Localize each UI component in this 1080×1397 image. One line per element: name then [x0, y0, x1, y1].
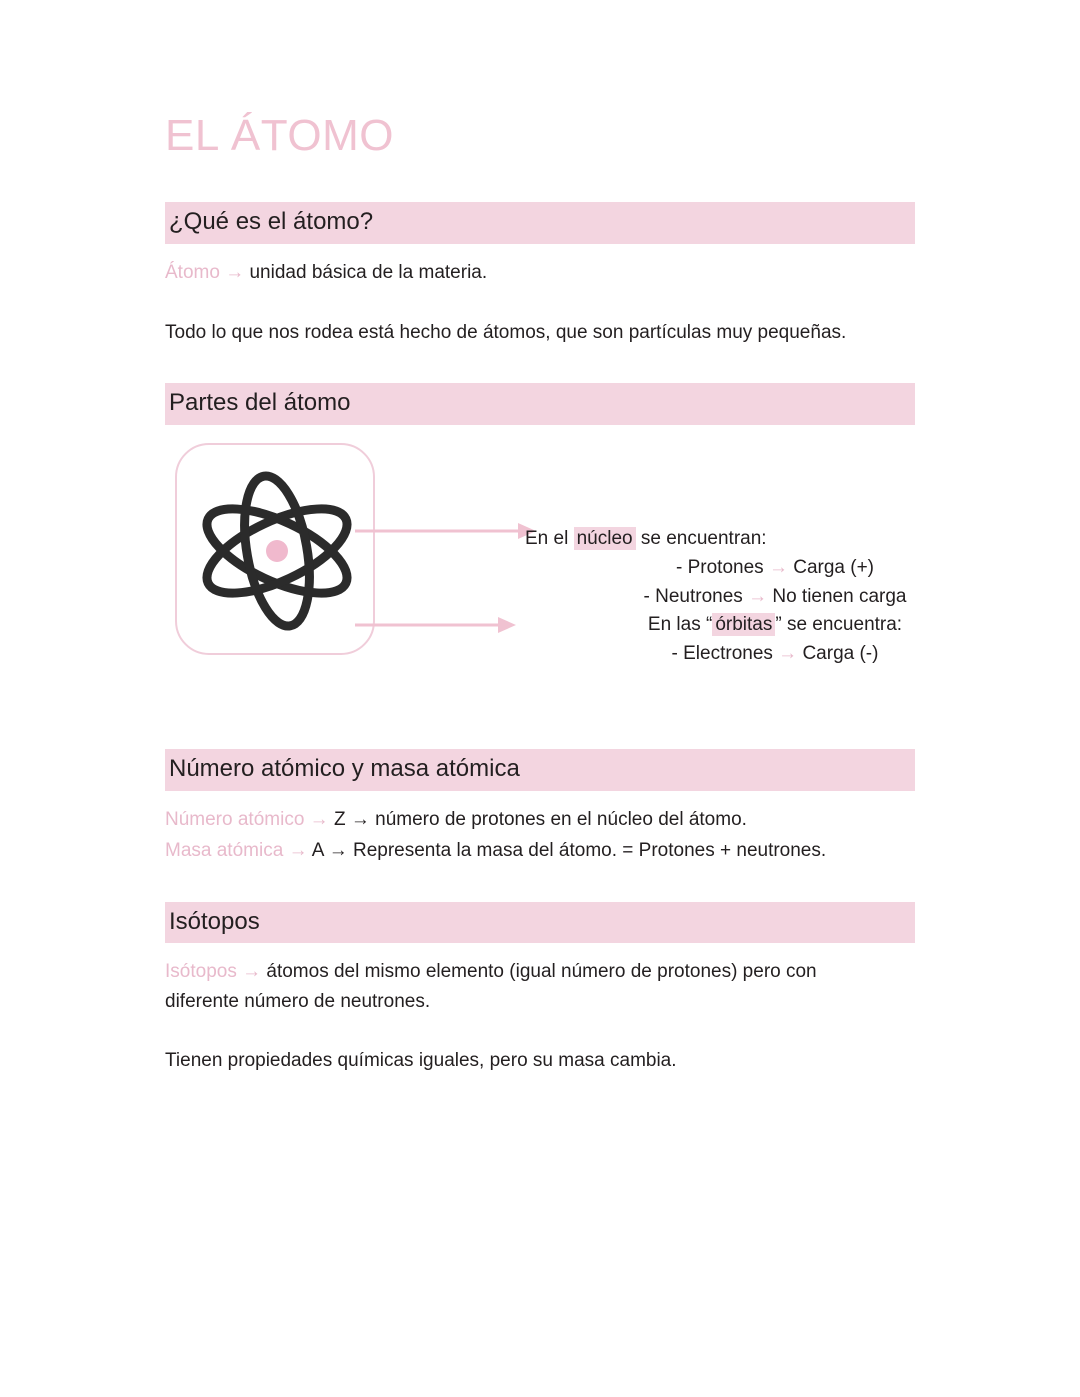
definition-isotopos: [165, 957, 895, 1016]
callout-nucleo-highlight: núcleo: [574, 527, 636, 550]
callout-neutrones-label: - Neutrones: [643, 585, 743, 607]
callout-orbitas-post: ” se encuentra:: [775, 614, 903, 636]
definition-isotopos-text: átomos del mismo elemento (igual número de protones) pero con diferente número de neutrones.: [165, 961, 817, 1012]
callout-orbitas-highlight: órbitas: [712, 613, 775, 636]
callout-orbitas: [525, 611, 1025, 640]
arrow-icon: →: [225, 262, 245, 284]
symbol-a: A: [311, 840, 324, 862]
definition-numero-atomico: [165, 805, 895, 834]
definition-masa-atomica-text: Representa la masa del átomo. = Protones + neutrones.: [352, 840, 827, 862]
callout-orbitas-pre: En las “: [647, 614, 713, 636]
atom-illustration-card: [175, 443, 375, 655]
atom-icon: [189, 451, 365, 651]
arrow-icon: →: [309, 808, 329, 830]
callout-nucleo-post: se encuentran:: [635, 527, 767, 549]
callout-nucleo: [525, 525, 1025, 554]
term-isotopos: Isótopos: [165, 961, 237, 983]
section-heading-que-es: ¿Qué es el átomo?: [165, 202, 915, 244]
atom-callouts: [525, 525, 1025, 669]
callout-neutrones: [525, 583, 1025, 612]
nucleus-dot: [266, 540, 288, 562]
arrow-icon: →: [242, 961, 262, 983]
arrow-icon: →: [778, 643, 798, 665]
definition-atomo: [165, 258, 895, 287]
arrow-icon: →: [768, 556, 788, 578]
callout-electrones-label: - Electrones: [671, 643, 773, 665]
definition-numero-atomico-text: número de protones en el núcleo del átomo.: [375, 808, 747, 830]
page-footer-space: [165, 1076, 915, 1116]
callout-electrones: [525, 640, 1025, 669]
symbol-z: Z: [333, 808, 346, 830]
arrow-icon: →: [288, 840, 308, 862]
section-heading-isotopos: Isótopos: [165, 902, 915, 944]
arrow-icon: →: [748, 585, 768, 607]
arrow-icon-2: →: [328, 840, 348, 862]
paragraph-atomos-pequenas: Todo lo que nos rodea está hecho de átomos, que son partículas muy pequeñas.: [165, 321, 847, 343]
callout-arrows-icon: [350, 503, 550, 633]
arrow-icon-2: →: [350, 808, 370, 830]
callout-protones-value: Carga (+): [793, 556, 874, 578]
section-heading-numero-masa: Número atómico y masa atómica: [165, 749, 915, 791]
callout-nucleo-pre: En el: [525, 527, 574, 549]
callout-protones-label: - Protones: [676, 556, 764, 578]
atom-diagram-block: [165, 443, 915, 713]
paragraph-propiedades-quimicas: Tienen propiedades químicas iguales, pero su masa cambia.: [165, 1050, 677, 1072]
term-numero-atomico: Número atómico: [165, 808, 305, 830]
section-heading-partes: Partes del átomo: [165, 383, 915, 425]
callout-protones: [525, 554, 1025, 583]
definition-atomo-text: unidad básica de la materia.: [249, 262, 488, 284]
term-atomo: Átomo: [165, 262, 220, 284]
definition-masa-atomica: [165, 836, 895, 865]
term-masa-atomica: Masa atómica: [165, 840, 284, 862]
callout-electrones-value: Carga (-): [802, 643, 879, 665]
callout-neutrones-value: No tienen carga: [772, 585, 907, 607]
page-title: EL ÁTOMO: [165, 111, 394, 160]
